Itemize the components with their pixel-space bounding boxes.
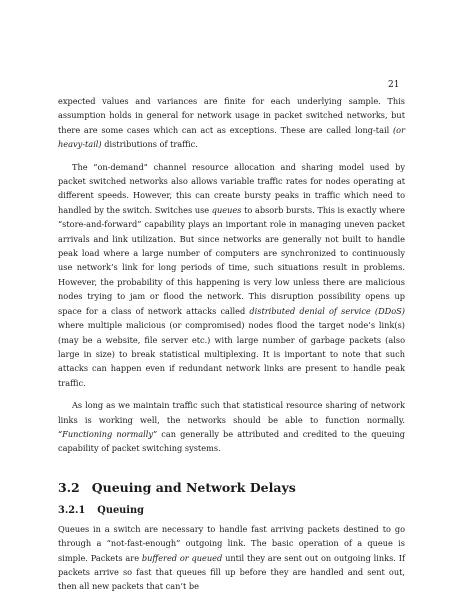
- paragraph-functioning-normally: [58, 398, 405, 456]
- paragraph-text: where multiple malicious (or compromised) nodes flood the target node’s link(s) (may be a website, file server etc.) with large number of garbage packets (also large in size) to break statistical multiplexing. It is important to note that such attacks can happen even if redundant network links are present to handle peak traffic.: [58, 320, 405, 388]
- paragraph-text: distributions of traffic.: [101, 139, 198, 150]
- subsection-number: 3.2.1: [58, 504, 86, 516]
- paragraph-text: Queues in a switch are necessary to handle fast arriving packets destined to go through a “not-fast-enough” outgoing link. The basic operation of a queue is simple. Packets are: [58, 523, 405, 563]
- paragraph-text: As long as we maintain traffic such that statistical resource sharing of network links is working well, the networks should be able to function normally.: [58, 400, 405, 425]
- paragraph-text: can generally be attributed and credited to the queuing capability of packet switching systems.: [58, 428, 405, 454]
- section-heading: [58, 480, 405, 495]
- emphasis-functioning-normally: “Functioning normally”: [58, 428, 158, 439]
- emphasis-queues: queues: [211, 204, 242, 215]
- page-number: 21: [388, 80, 400, 90]
- body-text: [58, 94, 405, 602]
- section-title: Queuing and Network Delays: [91, 479, 296, 495]
- paragraph-long-tail: [58, 94, 405, 152]
- paragraph-text: until they are sent out on outgoing links. If packets arrive so fast that queues fill up before they are handled and sent out, then all new packets that can’t be: [58, 552, 405, 592]
- subsection-title: Queuing: [97, 504, 144, 516]
- emphasis-ddos: distributed denial of service (DDoS): [249, 305, 405, 316]
- paragraph-text: expected values and variances are finite for each underlying sample. This assumption holds in general for network usage in packet switched networks, but there are some cases which can act as exceptions. These are called long-tail: [58, 96, 405, 135]
- subsection-heading: [58, 505, 405, 516]
- paragraph-text: to absorb bursts. This is exactly where “store-and-forward” capability plays an important role in managing uneven packet arrivals and link utilization. But since networks are generally not built to handle peak load where a large number of computers are synchronized to continuously use network’s link for long periods of time, such situations result in problems. However, the probability of this happening is very low unless there are malicious nodes trying to jam or flood the network. This disruption possibility opens up space for a class of network attacks called: [58, 204, 405, 316]
- paragraph-on-demand: [58, 160, 405, 391]
- paragraph-text: The “on-demand” channel resource allocation and sharing model used by packet switched networks also allows variable traffic rates for nodes operating at different speeds. However, this can create bursty peaks in traffic which need to handled by the switch. Switches use: [58, 161, 405, 215]
- emphasis-buffered-or-queued: buffered or queued: [141, 552, 223, 563]
- paragraph-queues: [58, 522, 405, 594]
- section-number: 3.2: [58, 479, 80, 495]
- emphasis-heavy-tail: (or heavy-tail): [58, 124, 405, 150]
